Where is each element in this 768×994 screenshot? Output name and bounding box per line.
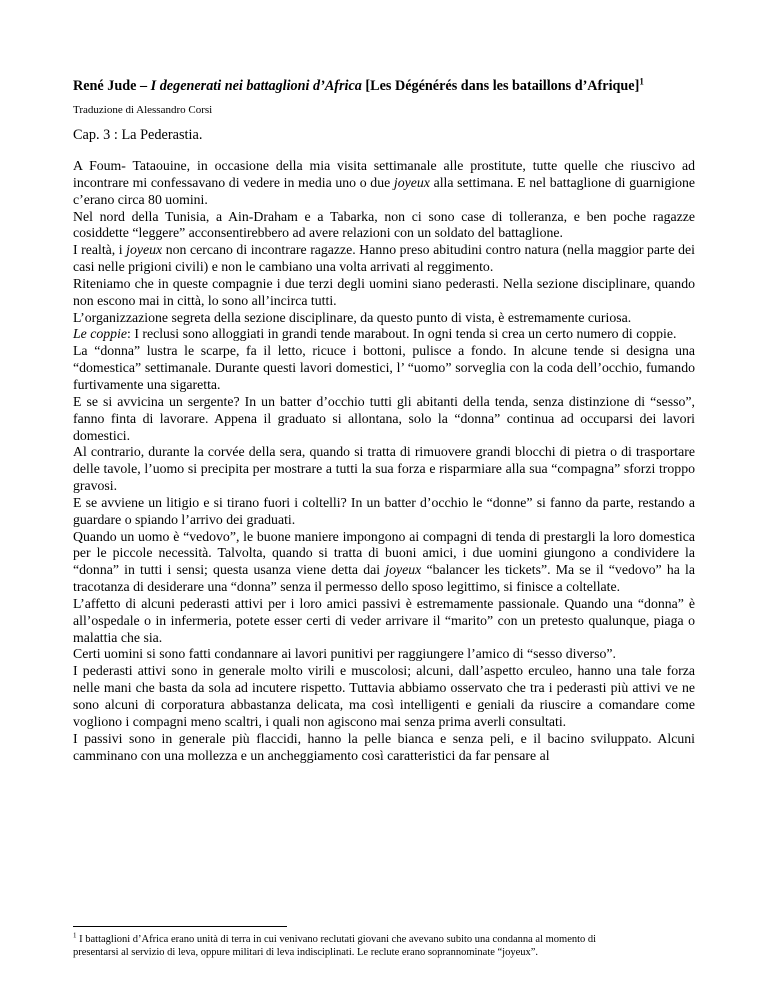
text-run: L’organizzazione segreta della sezione disciplinare, da questo punto di vista, è estremamente curiosa.: [73, 309, 632, 325]
body-paragraph: [73, 596, 695, 647]
text-run: E se si avvicina un sergente? In un batter d’occhio tutti gli abitanti della tenda, senza distinzione di “sesso”, fanno finta di lavorare. Appena il graduato si allontana, solo la “donna” continua ad occuparsi dei lavori domestici.: [73, 393, 695, 443]
body-paragraph: [73, 646, 695, 663]
body-paragraph: [73, 731, 695, 765]
body-paragraph: [73, 529, 695, 596]
text-run: “balancer les tickets”. Ma se il “vedovo” ha la tracotanza di desiderare una “donna” senza il permesso dello sposo legittimo, si finisce a coltellate.: [73, 562, 695, 595]
document-title: [73, 77, 695, 95]
document-page: [73, 77, 695, 764]
italic-run: Le coppie: [73, 326, 128, 342]
body-paragraph: [73, 242, 695, 276]
text-run: I pederasti attivi sono in generale molto virili e muscolosi; alcuni, dall’aspetto erculeo, hanno una tale forza nelle mani che basta da sola ad incutere rispetto. Tuttavia abbiamo osservato che tra i pederasti più attivi ve ne sono alcuni di corporatura abbastanza delicata, ma così intelligenti e geniali da riuscire a comandare come vogliono i compagni meno scaltri, i quali non agiscono mai senza prima averli consultati.: [73, 663, 695, 729]
text-run: L’affetto di alcuni pederasti attivi per i loro amici passivi è estremamente passionale. Quando una “donna” è all’ospedale o in infermeria, potete esser certi di veder arrivare il “marito” con un pretesto qualunque, piaga o malattia che sia.: [73, 595, 695, 645]
italic-run: joyeux: [393, 174, 430, 190]
footnote-marker: 1: [73, 931, 77, 940]
text-run: A Foum- Tataouine, in occasione della mia visita settimanale alle prostitute, tutte quelle che riuscivo ad incontrare mi confessavano di vedere in media uno o due: [73, 158, 695, 190]
text-run: Riteniamo che in queste compagnie i due terzi degli uomini siano pederasti. Nella sezione disciplinare, quando non escono mai in città, lo sono all’incirca tutti.: [73, 275, 695, 308]
footnote: [73, 933, 633, 959]
text-run: alla settimana. E nel battaglione di guarnigione c’erano circa 80 uomini.: [73, 174, 696, 207]
text-run: I passivi sono in generale più flaccidi, hanno la pelle bianca e senza peli, e il bacino sviluppato. Alcuni camminano con una mollezza e un ancheggiamento così caratteristici da far pensare al: [73, 730, 695, 763]
body-paragraph: [73, 444, 695, 495]
body-paragraph: [73, 209, 695, 243]
title-italic: I degenerati nei battaglioni d’Africa: [150, 78, 362, 94]
body-paragraph: [73, 276, 695, 310]
text-run: non cercano di incontrare ragazze. Hanno preso abitudini contro natura (nella maggior parte dei casi nelle prigioni civili) e non le cambiano una volta arrivati al reggimento.: [73, 242, 695, 275]
body-text: [73, 158, 695, 764]
italic-run: joyeux: [126, 242, 163, 258]
footnote-divider: [73, 926, 287, 927]
text-run: : I reclusi sono alloggiati in grandi tende marabout. In ogni tenda si crea un certo numero di coppie.: [127, 326, 677, 342]
body-paragraph: [73, 394, 695, 445]
footnote-text: I battaglioni d’Africa erano unità di terra in cui venivano reclutati giovani che avevano subito una condanna al momento di presentarsi al servizio di leva, oppure militari di leva indisciplinati. Le reclute erano soprannominate “joyeux”.: [73, 934, 597, 959]
translator-credit: Traduzione di Alessandro Corsi: [73, 104, 213, 116]
text-run: E se avviene un litigio e si tirano fuori i coltelli? In un batter d’occhio le “donne” si fanno da parte, restando a guardare o spiando l’arrivo dei graduati.: [73, 494, 695, 527]
text-run: Nel nord della Tunisia, a Ain-Draham e a Tabarka, non ci sono case di tolleranza, e ben poche ragazze cosiddette “leggere” acconsentirebbero ad avere relazioni con un soldato del battaglione.: [73, 208, 695, 241]
chapter-heading: Cap. 3 : La Pederastia.: [73, 127, 203, 143]
body-paragraph: [73, 663, 695, 730]
text-run: Quando un uomo è “vedovo”, le buone maniere impongono ai compagni di tenda di prestargli la loro domestica per le piccole necessità. Talvolta, quando si tratta di buoni amici, i due uomini giungono a condividere la “donna” in tutti i sensi; questa usanza viene detta dai: [73, 528, 695, 578]
body-paragraph: [73, 343, 695, 394]
body-paragraph: [73, 158, 695, 209]
body-paragraph: [73, 310, 695, 327]
body-paragraph: [73, 495, 695, 529]
text-run: La “donna” lustra le scarpe, fa il letto, ricuce i bottoni, pulisce a fondo. In alcune tende si designa una “domestica” settimanale. Durante questi lavori domestici, l’ “uomo” sorveglia con la coda dell’occhio, fumando furtivamente una sigaretta.: [73, 343, 695, 392]
title-author: René Jude: [73, 78, 137, 94]
text-run: Certi uomini si sono fatti condannare ai lavori punitivi per raggiungere l’amico di “sesso diverso”.: [73, 646, 616, 662]
italic-run: joyeux: [385, 562, 422, 578]
text-run: Al contrario, durante la corvée della sera, quando si tratta di rimuovere grandi blocchi di pietra o di trasportare delle tavole, l’uomo si precipita per mostrare a tutti la sua forza e risparmiare alla sua “compagna” sforzi troppo gravosi.: [73, 444, 695, 494]
title-dash: –: [136, 78, 151, 94]
body-paragraph: [73, 326, 695, 343]
title-footnote-marker: 1: [639, 76, 644, 87]
title-original: [Les Dégénérés dans les bataillons d’Afrique]: [361, 78, 640, 94]
text-run: I realtà, i: [73, 242, 127, 258]
